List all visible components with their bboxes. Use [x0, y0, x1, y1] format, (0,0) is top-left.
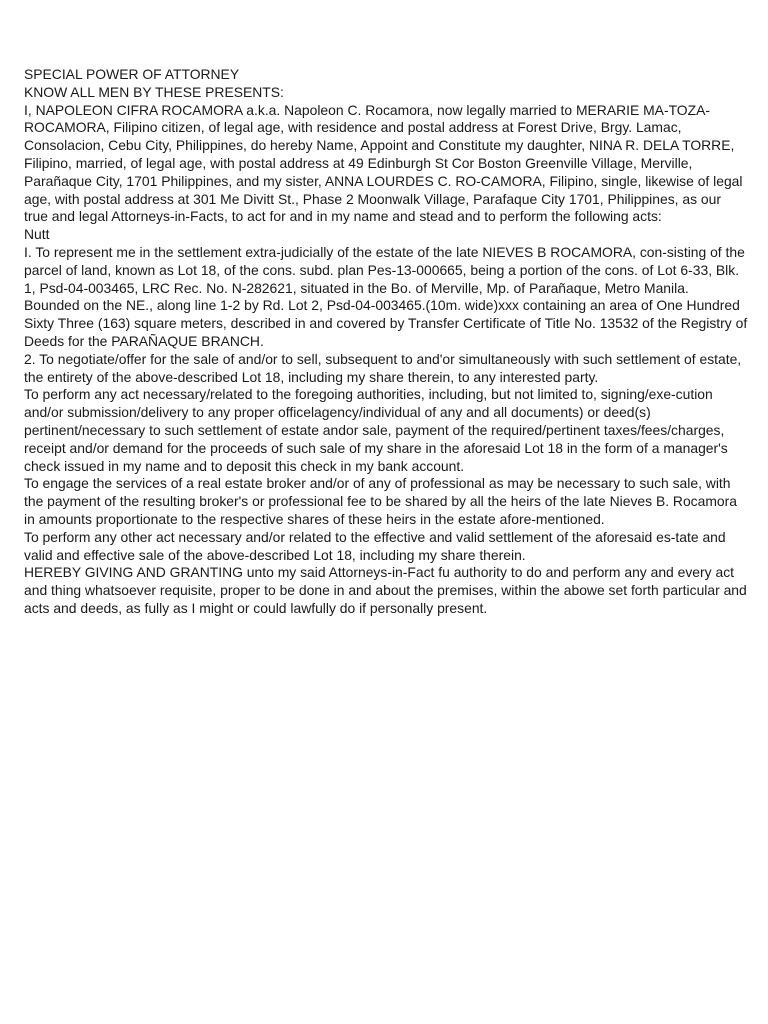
- intro-paragraph: I, NAPOLEON CIFRA ROCAMORA a.k.a. Napoleon C. Rocamora, now legally married to MERARIE MA-TOZA- ROCAMORA, Filipino citizen, of legal age, with residence and postal address at Forest Drive, Brgy. Lamac, Consolacion, Cebu City, Philippines, do hereby Name, Appoint and Constitute my daughter, NINA R. DELA TORRE, Filipino, married, of legal age, with postal address at 49 Edinburgh St Cor Boston Greenville Village, Merville, Parañaque City, 1701 Philippines, and my sister, ANNA LOURDES C. RO-CAMORA, Filipino, single, likewise of legal age, with postal address at 301 Me Divitt St., Phase 2 Moonwalk Village, Parafaque City 1701, Philippines, as our true and legal Attorneys-in-Facts, to act for and in my name and stead and to perform the following acts:: [24, 101, 743, 225]
- paragraph-item-2: 2. To negotiate/offer for the sale of and/or to sell, subsequent to and'or simultaneously with such settlement of estate, the entirety of the above-described Lot 18, including my share therein, to any interested party.: [24, 350, 742, 385]
- paragraph-item-5: To perform any other act necessary and/or related to the effective and valid settlement of the aforesaid es-tate and valid and effective sale of the above-described Lot 18, including my share therein.: [24, 528, 726, 563]
- note-line: Nutt: [24, 226, 50, 243]
- paragraph-item-1: I. To represent me in the settlement extra-judicially of the estate of the late NIEVES B ROCAMORA, con-sisting of the parcel of land, known as Lot 18, of the cons. subd. plan Pes-13-000665, being a portion of the cons. of Lot 6-33, Blk. 1, Psd-04-003465, LRC Rec. No. N-282621, situated in the Bo. of Merville, Mp. of Parañaque, Metro Manila. Bounded on the NE., along line 1-2 by Rd. Lot 2, Psd-04-003465.(10m. wide)xxx containing an area of One Hundred Sixty Three (163) square meters, described in and covered by Transfer Certificate of Title No. 13532 of the Registry of Deeds for the PARAÑAQUE BRANCH.: [24, 243, 748, 349]
- document-title: SPECIAL POWER OF ATTORNEY: [24, 66, 240, 82]
- paragraph-item-3: To perform any act necessary/related to the foregoing authorities, including, but not limited to, signing/exe-cution and/or submission/delivery to any proper officelagency/individual of any and all documents) or deed(s) pertinent/necessary to such settlement of estate andor sale, payment of the required/pertinent taxes/fees/charges, receipt and/or demand for the proceeds of such sale of my share in the aforesaid Lot 18 in the form of a manager's check issued in my name and to deposit this check in my bank account.: [24, 386, 728, 474]
- closing-paragraph: HEREBY GIVING AND GRANTING unto my said Attorneys-in-Fact fu authority to do and perform any and every act and thing whatsoever requisite, proper to be done in and about the premises, within the abowe set forth particular and acts and deeds, as fully as I might or could lawfully do if personally present.: [24, 564, 747, 616]
- paragraph-item-4: To engage the services of a real estate broker and/or of any of professional as may be necessary to such sale, with the payment of the resulting broker's or professional fee to be shared by all the heirs of the late Nieves B. Rocamora in amounts proportionate to the respective shares of these heirs in the estate afore-mentioned.: [24, 475, 738, 527]
- salutation: KNOW ALL MEN BY THESE PRESENTS:: [24, 83, 284, 100]
- document-body: [24, 66, 748, 618]
